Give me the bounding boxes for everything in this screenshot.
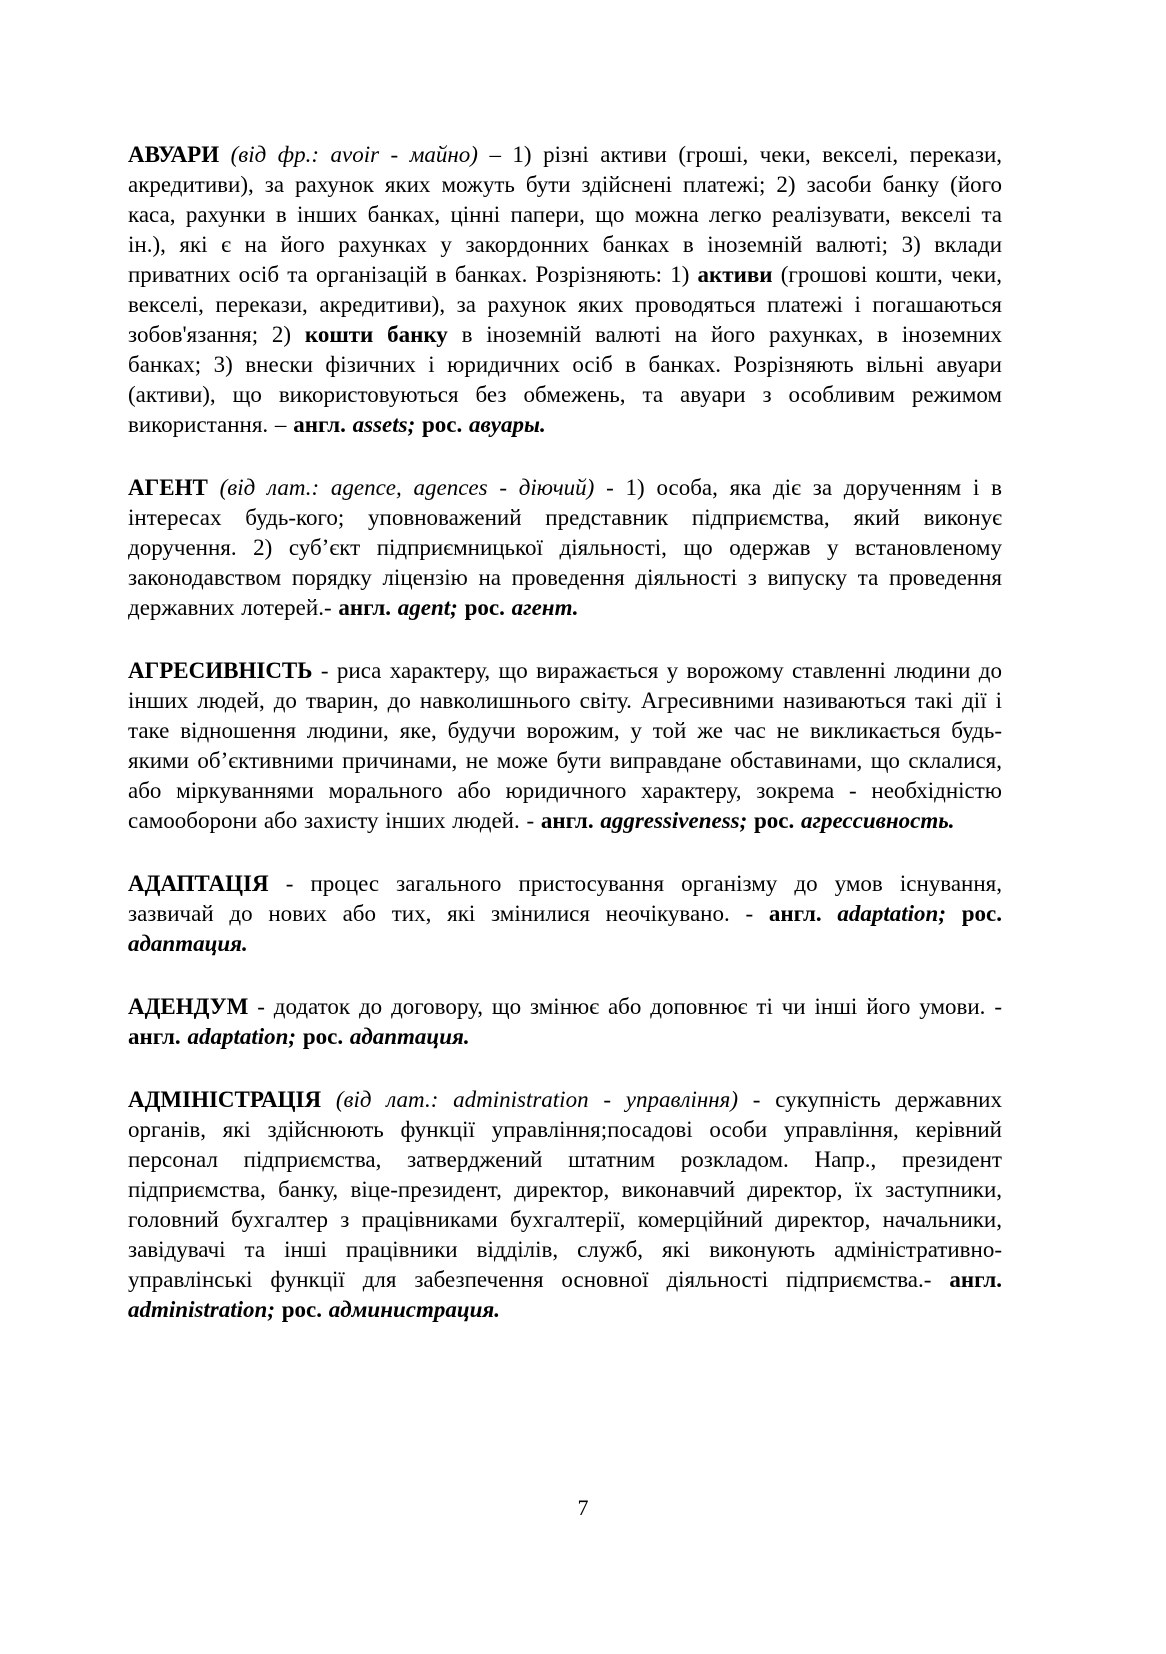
text-segment: англ. [540,808,601,833]
page-number: 7 [577,1495,589,1520]
dictionary-entries [128,140,1002,1325]
dictionary-entry [128,473,1002,623]
text-segment: рос. [464,595,512,620]
entry-term: АВУАРИ [128,142,231,167]
text-segment: - 1) особа, яка діє за дорученням і в інтересах будь-кого; уповноважений представник підприємства, який виконує доручення. 2) суб’єкт підприємницької діяльності, що одержав у встановленому законодавством порядку ліцензію на проведення діяльності з випуску та проведення державних лотерей.- [128,475,1002,620]
entry-term: АГРЕСИВНІСТЬ [128,658,313,683]
text-segment: рос. [961,901,1003,926]
entry-term: АДАПТАЦІЯ [128,871,269,896]
text-segment: - додаток до договору, що змінює або доповнює ті чи інші його умови. - [248,994,1002,1019]
text-segment: - процес загального пристосування організму до умов існування, зазвичай до нових або тих, які змінилися неочікувано. - [128,871,1002,926]
entry-term: АДМІНІСТРАЦІЯ [128,1087,336,1112]
text-segment: агрессивность. [801,808,955,833]
text-segment: aggressiveness; [600,808,755,833]
text-segment: – 1) різні активи (гроші, чеки, векселі, перекази, акредитиви), за рахунок яких можуть бути здійснені платежі; 2) засоби банку (його каса, рахунки в інших банках, цінні папери, що можна легко реалізувати, векселі та ін.), які є на його рахунках у закордонних банках в іноземній валюті; 3) вклади приватних осіб та організацій в банках. Розрізняють: 1) [128,142,1003,287]
text-segment: (від лат.: administration - управління) [335,1087,739,1112]
entry-term: АГЕНТ [128,475,220,500]
text-segment: рос. [302,1024,350,1049]
text-segment: assets; [352,412,416,437]
text-segment: активи [697,262,773,287]
text-segment: - сукупність державних органів, які здійснюють функції управління;посадові особи управління, керівний персонал підприємства, затверджений штатним розкладом. Напр., президент підприємства, банку, віце-президент, директор, виконавчий директор, їх заступники, головний бухгалтер з працівниками бухгалтерії, комерційний директор, начальники, завідувачі та інші працівники відділів, служб, які виконують адміністративно-управлінські функції для забезпечення основної діяльності підприємства.- [128,1087,1002,1292]
text-segment: (від лат.: agence, agences - діючий) [219,475,595,500]
text-segment: адаптация. [349,1024,470,1049]
entry-term: АДЕНДУМ [128,994,249,1019]
text-segment: англ. [768,901,838,926]
text-segment: administration; [128,1297,282,1322]
text-segment: - риса характеру, що виражається у ворожому ставленні людини до інших людей, до тварин, до навколишнього світу. Агресивними називаються такі дії і таке відношення людини, яке, будучи ворожим, у той же час не викликається будь-якими об’єктивними причинами, не може бути виправдане обставинами, що склалися, або міркуваннями морального або юридичного характеру, зокрема - необхідністю самооборони або захисту інших людей. - [128,658,1002,833]
text-segment: adaptation; [187,1024,303,1049]
dictionary-entry [128,140,1002,440]
text-segment: кошти банку [304,322,448,347]
text-segment: авуары. [469,412,546,437]
text-segment: adaptation; [837,901,962,926]
text-segment: agent; [397,595,465,620]
text-segment: англ. [338,595,398,620]
dictionary-entry [128,656,1002,836]
dictionary-entry [128,869,1002,959]
text-segment: англ. [128,1024,188,1049]
dictionary-entry [128,992,1002,1052]
text-segment: агент. [511,595,579,620]
dictionary-entry [128,1085,1002,1325]
text-segment: администрация. [328,1297,501,1322]
text-segment: (від фр.: avoir - майно) [230,142,478,167]
text-segment: в іноземній валюті на його рахунках, в іноземних банках; 3) внески фізичних і юридичних осіб в банках. Розрізняють вільні авуари (активи), що використовуються без обмежень, та авуари з особливим режимом використання. – [128,322,1002,437]
text-segment: рос. [754,808,802,833]
text-segment: адаптация. [128,931,248,956]
text-segment: рос. [281,1297,329,1322]
text-segment: англ. [293,412,353,437]
text-segment: (грошові кошти, чеки, векселі, перекази, акредитиви), за рахунок яких проводяться платежі і погашаються зобов'язання; 2) [128,262,1002,347]
text-segment: рос. [415,412,469,437]
text-segment: англ. [949,1267,1002,1292]
